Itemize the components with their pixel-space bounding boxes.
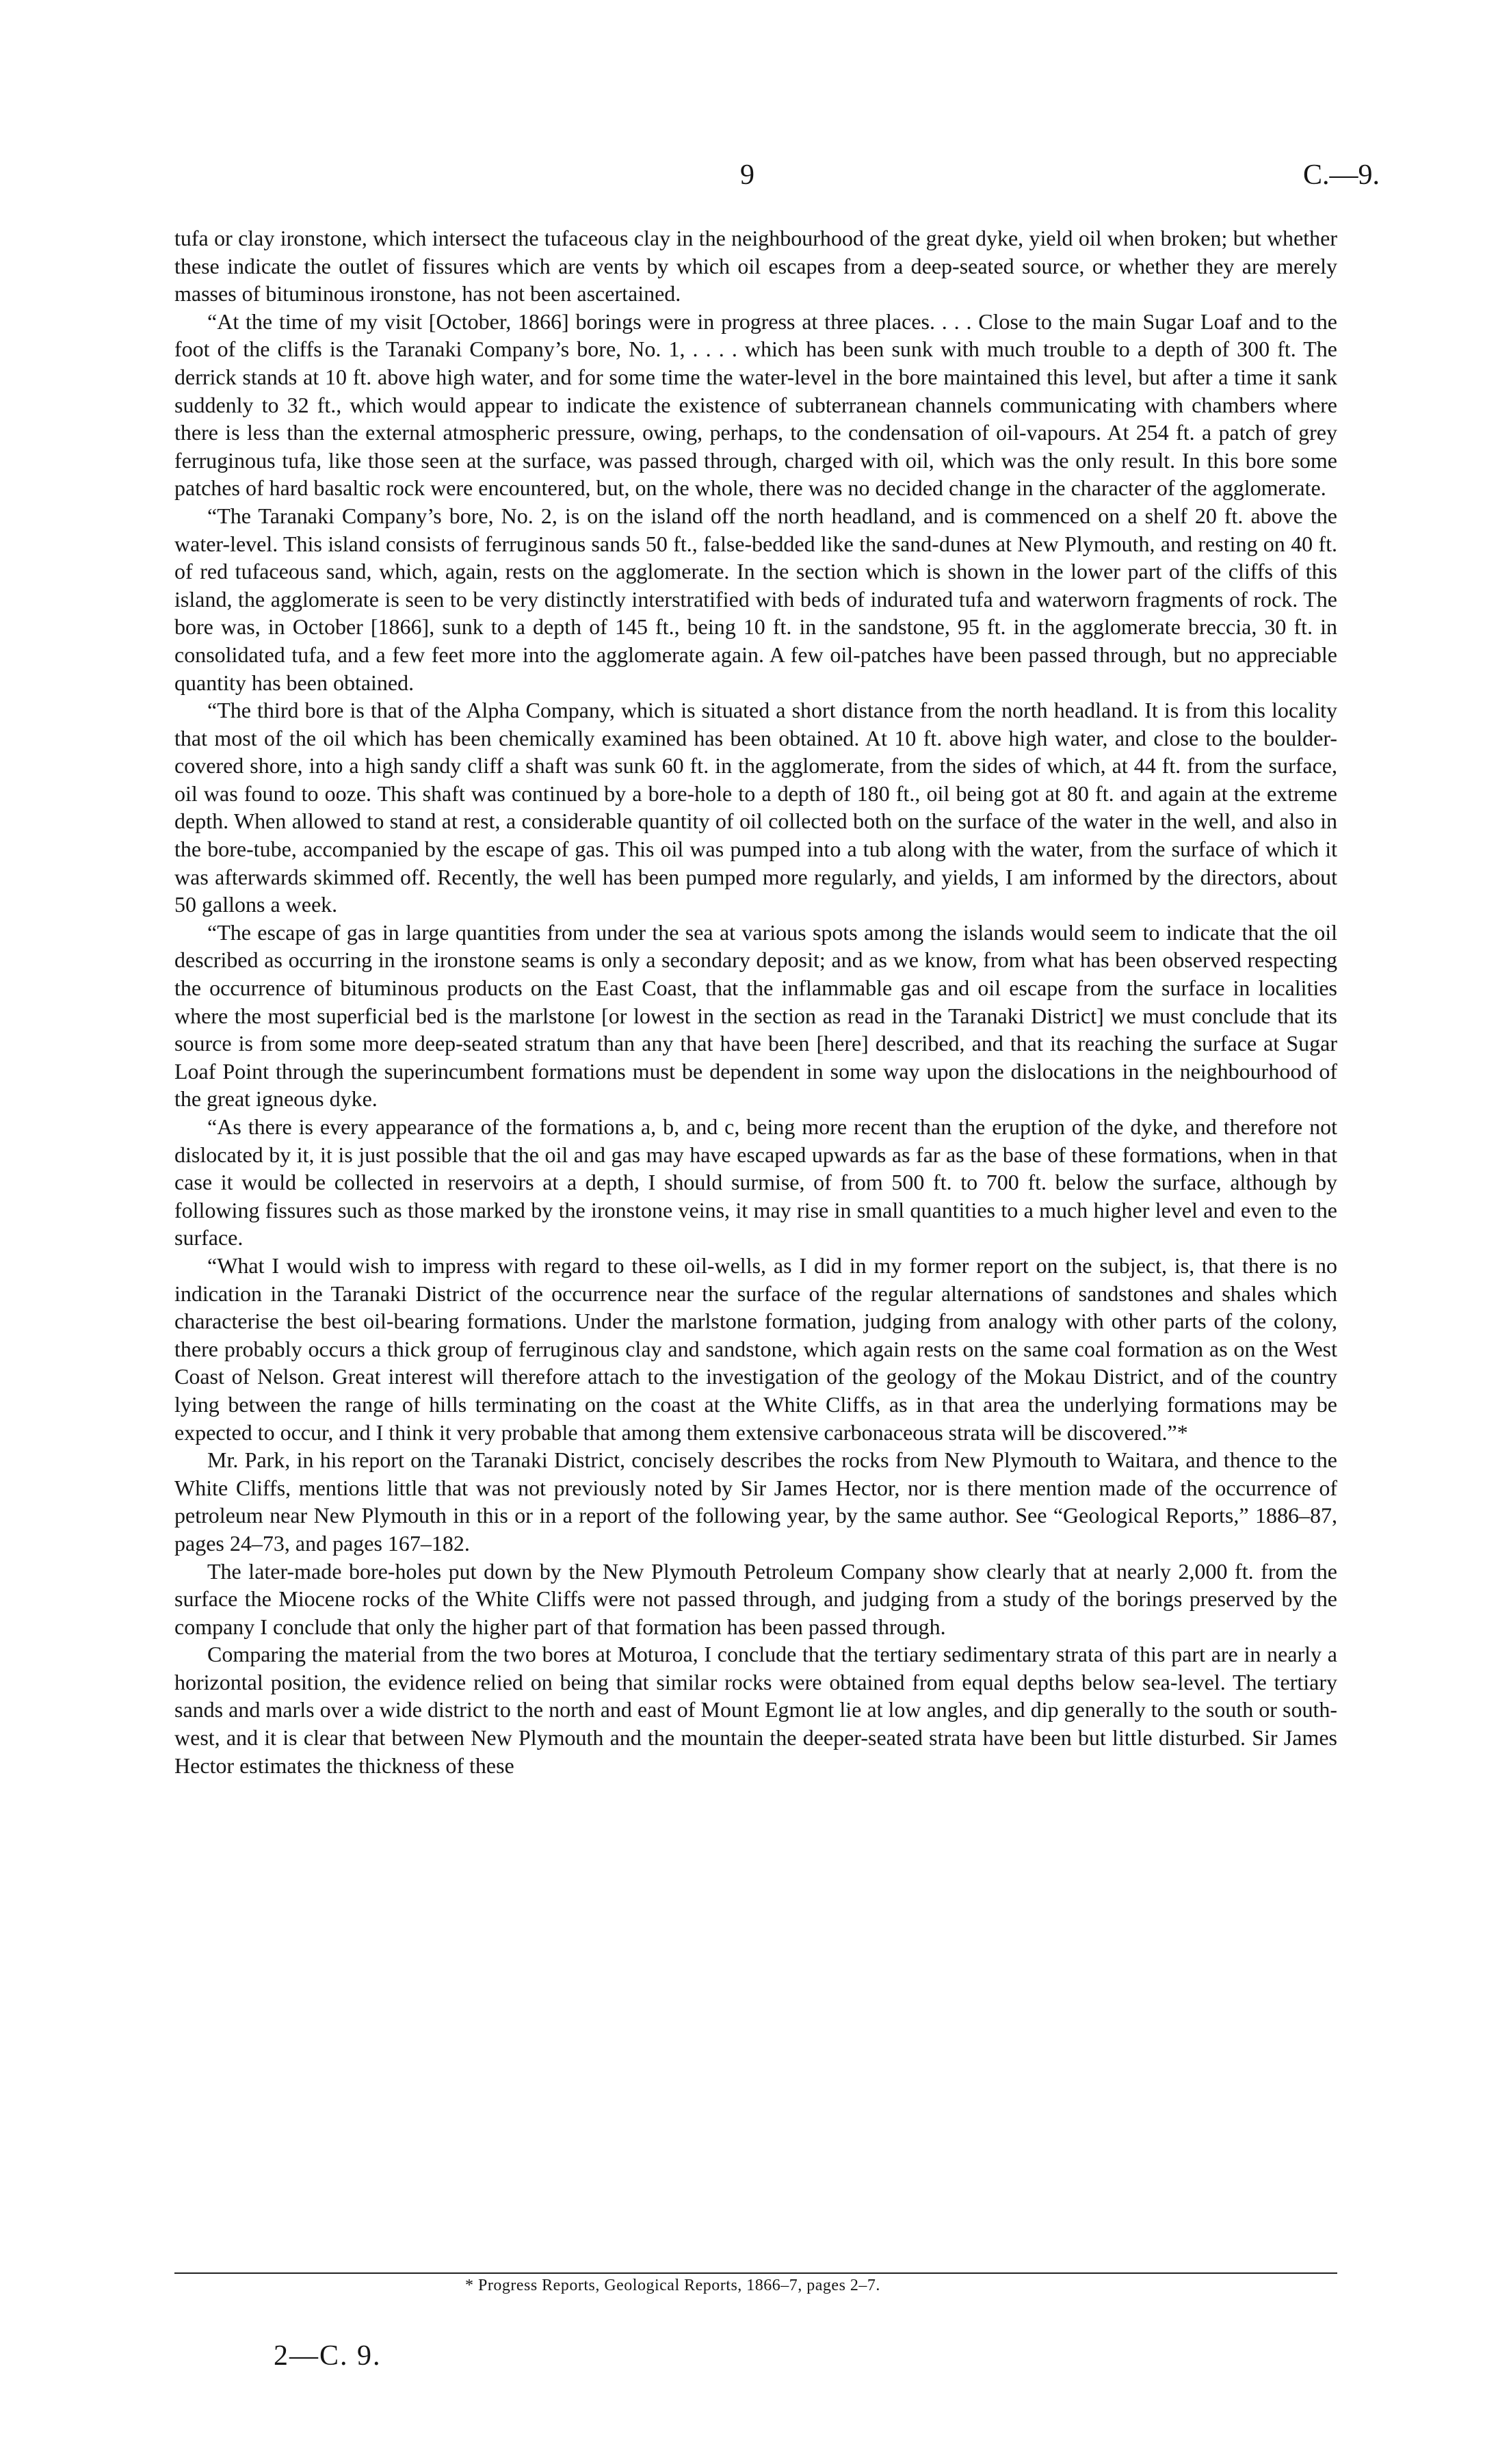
paragraph-1: tufa or clay ironstone, which intersect the tufaceous clay in the neighbourhood of the great dyke, yield oil when broken; but whether these indicate the outlet of fissures which are vents by which oil escapes from a deep-seated source, or whether they are merely masses of bituminous ironstone, has not been ascertained.	[174, 226, 1337, 306]
page-number: 9	[740, 159, 754, 191]
paragraph-7: “What I would wish to impress with regard to these oil-wells, as I did in my former report on the subject, is, that there is no indication in the Taranaki District of the occurrence near the surface of the regular alternations of sandstones and shales which characterise the best oil-bearing formations. Under the marlstone formation, judging from analogy with other parts of the colony, there probably occurs a thick group of ferruginous clay and sandstone, which again rests on the same coal formation as on the West Coast of Nelson. Great interest will therefore attach to the investigation of the geology of the Mokau District, and of the country lying between the range of hills terminating on the coast at the White Cliffs, as in that area the underlying formations may be expected to occur, and I think it very probable that among them extensive carbonaceous strata will be discovered.”*	[174, 1253, 1337, 1445]
paragraph-10: Comparing the material from the two bores at Moturoa, I conclude that the tertiary sedimentary strata of this part are in nearly a horizontal position, the evidence relied on being that similar rocks were obtained from equal depths below sea-level. The tertiary sands and marls over a wide district to the north and east of Mount Egmont lie at low angles, and dip generally to the south or south-west, and it is clear that between New Plymouth and the mountain the deeper-seated strata have been but little disturbed. Sir James Hector estimates the thickness of these	[174, 1642, 1337, 1778]
paragraph-3: “The Taranaki Company’s bore, No. 2, is on the island off the north headland, and is commenced on a shelf 20 ft. above the water-level. This island consists of ferruginous sands 50 ft., false-bedded like the sand-dunes at New Plymouth, and resting on 40 ft. of red tufaceous sand, which, again, rests on the agglomerate. In the section which is shown in the lower part of the cliffs of this island, the agglomerate is seen to be very distinctly interstratified with beds of indurated tufa and waterworn fragments of rock. The bore was, in October [1866], sunk to a depth of 145 ft., being 10 ft. in the sandstone, 95 ft. in the agglomerate breccia, 30 ft. in consolidated tufa, and a few feet more into the agglomerate again. A few oil-patches have been passed through, but no appreciable quantity has been obtained.	[174, 503, 1337, 695]
footnote-divider	[174, 2272, 1337, 2274]
paragraph-9: The later-made bore-holes put down by the New Plymouth Petroleum Company show clearly that at nearly 2,000 ft. from the surface the Miocene rocks of the White Cliffs were not passed through, and judging from a study of the borings preserved by the company I conclude that only the higher part of that formation has been passed through.	[174, 1558, 1337, 1639]
page-header	[0, 159, 1511, 200]
document-reference: C.—9.	[1302, 159, 1380, 191]
paragraph-8: Mr. Park, in his report on the Taranaki District, concisely describes the rocks from New Plymouth to Waitara, and thence to the White Cliffs, mentions little that was not previously noted by Sir James Hector, nor is there mention made of the occurrence of petroleum near New Plymouth in this or in a report of the following year, by the same author. See “Geological Reports,” 1886–87, pages 24–73, and pages 167–182.	[174, 1447, 1337, 1556]
body-text	[174, 224, 1337, 1779]
paragraph-6: “As there is every appearance of the formations a, b, and c, being more recent than the eruption of the dyke, and therefore not dislocated by it, it is just possible that the oil and gas may have escaped upwards as far as the base of these formations, when in that case it would be collected in reservoirs at a depth, I should surmise, of from 500 ft. to 700 ft. below the surface, although by following fissures such as those marked by the ironstone veins, it may rise in small quantities to a much higher level and even to the surface.	[174, 1114, 1337, 1250]
signature-mark: 2—C. 9.	[274, 2340, 382, 2372]
paragraph-5: “The escape of gas in large quantities from under the sea at various spots among the islands would seem to indicate that the oil described as occurring in the ironstone seams is only a secondary deposit; and as we know, from what has been observed respecting the occurrence of bituminous products on the East Coast, that the inflammable gas and oil escape from the surface in localities where the most superficial bed is the marlstone [or lowest in the section as read in the Taranaki District] we must conclude that its source is from some more deep-seated stratum than any that have been [here] described, and that its reaching the surface at Sugar Loaf Point through the superincumbent formations must be dependent in some way upon the dislocations in the neighbourhood of the great igneous dyke.	[174, 919, 1337, 1112]
paragraph-4: “The third bore is that of the Alpha Company, which is situated a short distance from the north headland. It is from this locality that most of the oil which has been chemically examined has been obtained. At 10 ft. above high water, and close to the boulder-covered shore, into a high sandy cliff a shaft was sunk 60 ft. in the agglomerate, from the sides of which, at 44 ft. from the surface, oil was found to ooze. This shaft was continued by a bore-hole to a depth of 180 ft., oil being got at 80 ft. and again at the extreme depth. When allowed to stand at rest, a considerable quantity of oil collected both on the surface of the water in the well, and also in the bore-tube, accompanied by the escape of gas. This oil was pumped into a tub along with the water, from the surface of which it was afterwards skimmed off. Recently, the well has been pumped more regularly, and yields, I am informed by the directors, about 50 gallons a week.	[174, 698, 1337, 917]
footnote: * Progress Reports, Geological Reports, 1866–7, pages 2–7.	[465, 2277, 880, 2294]
paragraph-2: “At the time of my visit [October, 1866] borings were in progress at three places. . . . Close to the main Sugar Loaf and to the foot of the cliffs is the Taranaki Company’s bore, No. 1, . . . . which has been sunk with much trouble to a depth of 300 ft. The derrick stands at 10 ft. above high water, and for some time the water-level in the bore maintained this level, but after a time it sank suddenly to 32 ft., which would appear to indicate the existence of subterranean channels communicating with chambers where there is less than the external atmospheric pressure, owing, perhaps, to the condensation of oil-vapours. At 254 ft. a patch of grey ferruginous tufa, like those seen at the surface, was passed through, charged with oil, which was the only result. In this bore some patches of hard basaltic rock were encountered, but, on the whole, there was no decided change in the character of the agglomerate.	[174, 309, 1337, 501]
